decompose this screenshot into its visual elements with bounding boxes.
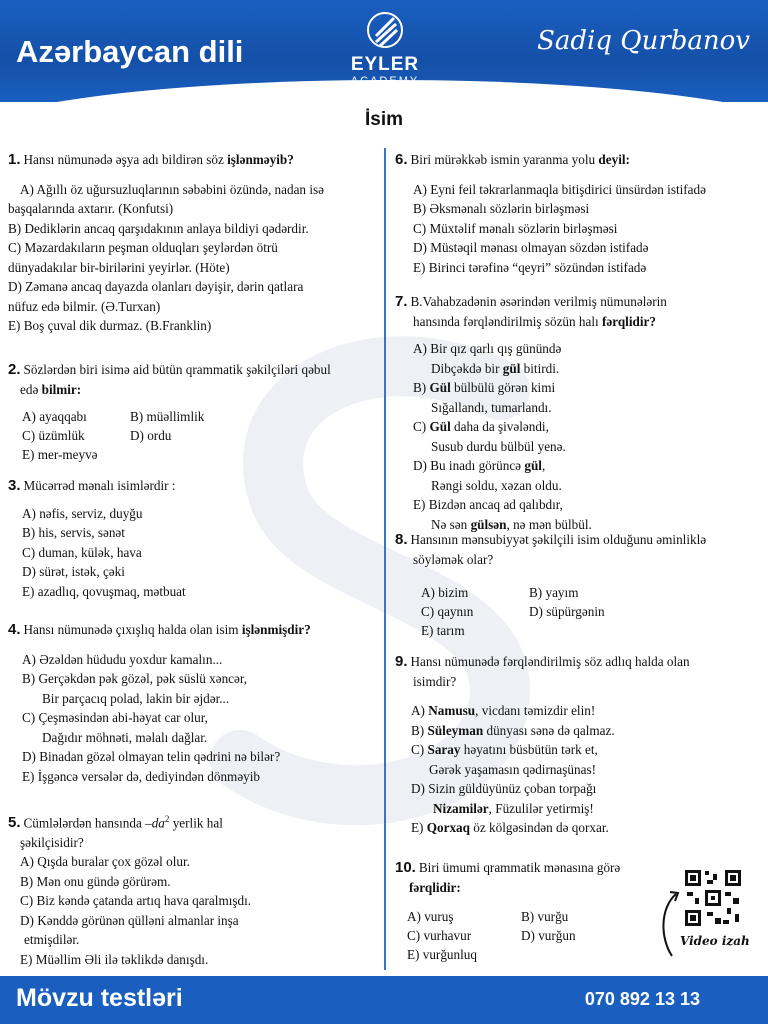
question-6 (395, 150, 706, 277)
text: E) (411, 820, 427, 835)
option-a[interactable]: A) Əzəldən hüdudu yoxdur kamalın... (22, 651, 223, 667)
options (395, 583, 706, 641)
highlight-word: gülsən (470, 516, 507, 532)
question-7 (395, 292, 667, 534)
page-footer (0, 976, 768, 1024)
question-text (395, 150, 706, 170)
question-text (8, 150, 324, 170)
column-divider (384, 148, 386, 970)
option-b[interactable]: B) Əksmənalı sözlərin birləşməsi (413, 201, 590, 216)
option-e[interactable]: E) azadlıq, qovuşmaq, mətbuat (22, 583, 186, 599)
option-b[interactable]: B) Dediklərin ancaq qarşıdakının anlaya bildiyi qədərdir. (8, 220, 309, 236)
option-e[interactable]: E) Birinci tərəfinə “qeyri” sözündən istifadə (413, 259, 647, 275)
highlight-word: Gül (429, 419, 451, 434)
question-stem-cont: hansında fərqləndirilmiş sözün halı (413, 313, 602, 329)
option-d[interactable]: D) vurğun (521, 928, 576, 943)
options (8, 407, 331, 465)
option-c-cont: Gərək yaşamasın qədirnaşünas! (429, 761, 596, 777)
option-a[interactable]: A) ayaqqabı (22, 409, 87, 424)
text: , Füzulilər yetirmiş! (488, 800, 594, 816)
option-e[interactable]: E) tarım (421, 623, 465, 638)
question-key: işlənməyib? (227, 152, 294, 167)
question-number: 6. (395, 151, 408, 168)
curved-arrow-icon (656, 890, 686, 960)
text: A) (411, 703, 429, 718)
option-a[interactable]: A) Qışda buralar çox gözəl olur. (20, 854, 190, 870)
option-d[interactable]: D) Zəmanə ancaq dayazda olanları dəyişir, dərin qatlara (8, 279, 304, 294)
topic-title: İsim (364, 109, 404, 130)
question-suffix-sup: 2 (164, 814, 170, 824)
question-number: 7. (395, 293, 408, 310)
text: , nə mən bülbül. (506, 516, 592, 532)
question-stem-cont: edə (20, 381, 42, 397)
option-e[interactable]: E) vurğunluq (407, 947, 477, 962)
question-stem: Biri mürəkkəb ismin yaranma yolu (410, 152, 599, 167)
option-e[interactable]: E) İşgəncə versələr də, dediyindən dönməyib (22, 768, 261, 784)
option-a-cont: başqalarında axtarır. (Konfutsi) (8, 201, 174, 216)
options (8, 504, 186, 602)
question-number: 10. (395, 859, 416, 876)
highlight-word: gül (502, 360, 521, 376)
text: Nə sən (431, 516, 471, 532)
option-c[interactable] (413, 417, 667, 437)
option-b[interactable]: B) yayım (529, 585, 579, 600)
brand-sub: ACADEMY (350, 75, 420, 87)
options (395, 180, 706, 278)
text: , (541, 458, 546, 473)
option-b-cont: Bir parçacıq polad, lakin bir əjdər... (42, 690, 230, 706)
question-8 (395, 530, 706, 641)
option-a[interactable]: A) Bir qız qarlı qış günündə (413, 341, 562, 356)
options (395, 701, 690, 838)
highlight-word: Gül (429, 380, 451, 395)
option-c-cont: Susub durdu bülbül yenə. (431, 438, 566, 454)
question-key: deyil: (598, 152, 630, 167)
page-header (0, 0, 768, 102)
question-2 (8, 360, 331, 465)
option-d[interactable]: D) sürət, istək, çəki (22, 564, 125, 579)
option-d-cont: nüfuz edə bilmir. (Ə.Turxan) (8, 298, 161, 314)
qr-code-icon[interactable] (683, 868, 743, 928)
question-number: 3. (8, 477, 21, 494)
text: C) (413, 419, 430, 434)
question-4 (8, 620, 311, 786)
question-text-cont (395, 312, 667, 332)
option-d[interactable]: D) Müstəqil mənası olmayan sözdən istifadə (413, 240, 649, 255)
highlight-word: Namusu (428, 703, 476, 718)
question-stem: Sözlərdən biri isimə aid bütün qrammatik şəkilçiləri qəbul (23, 362, 331, 377)
question-stem: Cümlələrdən hansında (23, 815, 146, 831)
question-3 (8, 476, 186, 601)
option-b[interactable]: B) müəllimlik (130, 409, 205, 424)
question-5 (8, 810, 251, 969)
question-9 (395, 652, 690, 838)
footer-phone: 070 892 13 13 (584, 989, 700, 1009)
question-number: 4. (8, 621, 21, 638)
option-a[interactable] (411, 701, 690, 721)
question-1 (8, 150, 324, 336)
text: bitirdi. (520, 360, 560, 376)
option-d[interactable]: D) Binadan gözəl olmayan telin qədrini nə bilər? (22, 749, 281, 764)
question-text (395, 652, 690, 672)
options (8, 852, 251, 969)
question-text (395, 292, 667, 312)
question-suffix: –da (145, 815, 165, 831)
question-stem-post: yerlik hal (169, 815, 223, 831)
option-c[interactable]: C) Müxtəlif mənalı sözlərin birləşməsi (413, 220, 618, 236)
video-explanation-label: Video izah (680, 934, 750, 948)
option-e[interactable]: E) mer-meyvə (22, 447, 98, 462)
option-b[interactable]: B) Mən onu gündə görürəm. (20, 873, 171, 889)
question-text (8, 620, 311, 640)
question-text (395, 858, 620, 878)
option-c-cont: Dağıdır möhnəti, məlalı dağlar. (42, 729, 208, 745)
eyler-logo (340, 10, 430, 87)
question-number: 8. (395, 531, 408, 548)
question-text (8, 476, 186, 496)
option-a-cont (413, 359, 667, 379)
question-stem: B.Vahabzadənin əsərindən verilmiş nümunələrin (410, 294, 667, 309)
question-key: bilmir: (41, 381, 82, 397)
option-a[interactable]: A) vuruş (407, 909, 454, 924)
question-key: fərqlidir: (409, 879, 461, 895)
eyler-logo-icon (367, 10, 403, 50)
option-a[interactable]: A) Eyni feil təkrarlanmaqla bitişdirici ünsürdən istifadə (413, 181, 706, 197)
highlight-word: gül (524, 458, 542, 473)
question-text (8, 810, 251, 833)
question-number: 5. (8, 814, 21, 832)
text: D) Bu inadı görüncə (413, 458, 525, 473)
text: B) (413, 380, 430, 395)
question-number: 9. (395, 653, 408, 670)
option-a[interactable]: A) bizim (421, 585, 469, 600)
options (395, 907, 620, 965)
option-b[interactable]: B) vurğu (521, 909, 569, 924)
question-10 (395, 858, 620, 965)
highlight-word: Nizamilər (433, 800, 489, 816)
text: bülbülü görən kimi (450, 380, 556, 395)
options (8, 180, 324, 336)
option-c[interactable]: C) üzümlük (22, 428, 85, 443)
brand-name: EYLER (350, 54, 420, 75)
option-d[interactable] (413, 456, 667, 476)
option-d[interactable]: D) Sizin güldüyünüz çoban torpağı (411, 781, 597, 796)
question-number: 1. (8, 151, 21, 168)
question-text-cont: şəkilçisidir? (20, 834, 84, 850)
question-stem: Hansı nümunədə fərqləndirilmiş söz adlıq halda olan (410, 654, 690, 669)
option-d-cont (411, 799, 690, 819)
option-c[interactable]: C) Məzardakıların peşman olduqları şeylərdən ötrü (8, 240, 278, 255)
question-stem: Hansı nümunədə çıxışlıq halda olan isim (23, 622, 242, 637)
question-text (8, 360, 331, 380)
option-e[interactable]: E) Bizdən ancaq ad qalıbdır, (413, 497, 563, 512)
option-b[interactable]: B) Gerçəkdən pək gözəl, pək süslü xəncər, (22, 671, 248, 686)
option-c[interactable]: C) duman, külək, hava (22, 544, 142, 560)
question-number: 2. (8, 361, 21, 378)
text: öz kölgəsindən də qorxar. (469, 820, 609, 835)
text: daha da şivələndi, (450, 419, 549, 434)
option-e[interactable] (411, 818, 690, 838)
option-b[interactable] (413, 378, 667, 398)
question-stem: Hansının mənsubiyyət şəkilçili isim olduğunu əminliklə (410, 532, 707, 547)
option-b-cont: Sığallandı, tumarlandı. (431, 399, 552, 415)
text: dünyası sənə də qalmaz. (483, 722, 615, 738)
options (8, 650, 311, 787)
option-c[interactable] (411, 740, 690, 760)
question-key: fərqlidir? (601, 313, 656, 329)
footer-title: Mövzu testləri (16, 984, 183, 1012)
text: Dibçəkdə bir (431, 360, 503, 376)
highlight-word: Süleyman (427, 722, 484, 738)
option-e[interactable]: E) Boş çuval dik durmaz. (B.Franklin) (8, 318, 212, 333)
question-stem: Hansı nümunədə əşya adı bildirən söz (23, 152, 228, 167)
question-text-cont: isimdir? (413, 673, 457, 689)
question-key: işlənmişdir? (241, 622, 311, 637)
subject-title: Azərbaycan dili (16, 34, 244, 69)
option-c[interactable]: C) Çeşməsindən abi-həyat car olur, (22, 710, 208, 725)
option-d[interactable]: D) Kənddə görünən qülləni almanlar inşa (20, 912, 239, 928)
text: B) (411, 722, 428, 738)
option-d-cont: etmişdilər. (24, 932, 80, 948)
option-a[interactable]: A) nəfis, serviz, duyğu (22, 505, 143, 521)
text: , vicdanı təmizdir elin! (475, 703, 596, 718)
options (395, 339, 667, 534)
question-text-cont (8, 380, 331, 400)
option-d[interactable]: D) süpürgənin (529, 604, 605, 619)
highlight-word: Saray (427, 742, 461, 757)
option-a[interactable]: A) Ağıllı öz uğursuzluqlarının səbəbini özündə, nadan isə (20, 181, 324, 197)
question-text (395, 530, 706, 550)
option-d-cont: Rəngi soldu, xəzan oldu. (431, 477, 562, 493)
option-c-cont: dünyadakılar bir-birilərini yeyirlər. (Höte) (8, 259, 230, 275)
question-stem: Biri ümumi qrammatik mənasına görə (418, 860, 621, 875)
question-text-cont: söyləmək olar? (413, 551, 494, 567)
option-e[interactable]: E) Müəllim Əli ilə təklikdə danışdı. (20, 951, 209, 967)
option-c[interactable]: C) Biz kəndə çatanda artıq hava qaralmışdı. (20, 893, 252, 909)
option-b[interactable]: B) his, servis, sənət (22, 525, 125, 540)
author-name: Sadiq Qurbanov (537, 26, 750, 56)
text: C) (411, 742, 428, 757)
question-stem: Mücərrəd mənalı isimlərdir : (23, 478, 176, 493)
text: həyatını büsbütün tərk et, (460, 742, 598, 757)
option-c[interactable]: C) qaynın (421, 604, 474, 619)
highlight-word: Qorxaq (426, 820, 470, 835)
option-c[interactable]: C) vurhavur (407, 928, 472, 943)
option-d[interactable]: D) ordu (130, 428, 172, 443)
option-b[interactable] (411, 721, 690, 741)
